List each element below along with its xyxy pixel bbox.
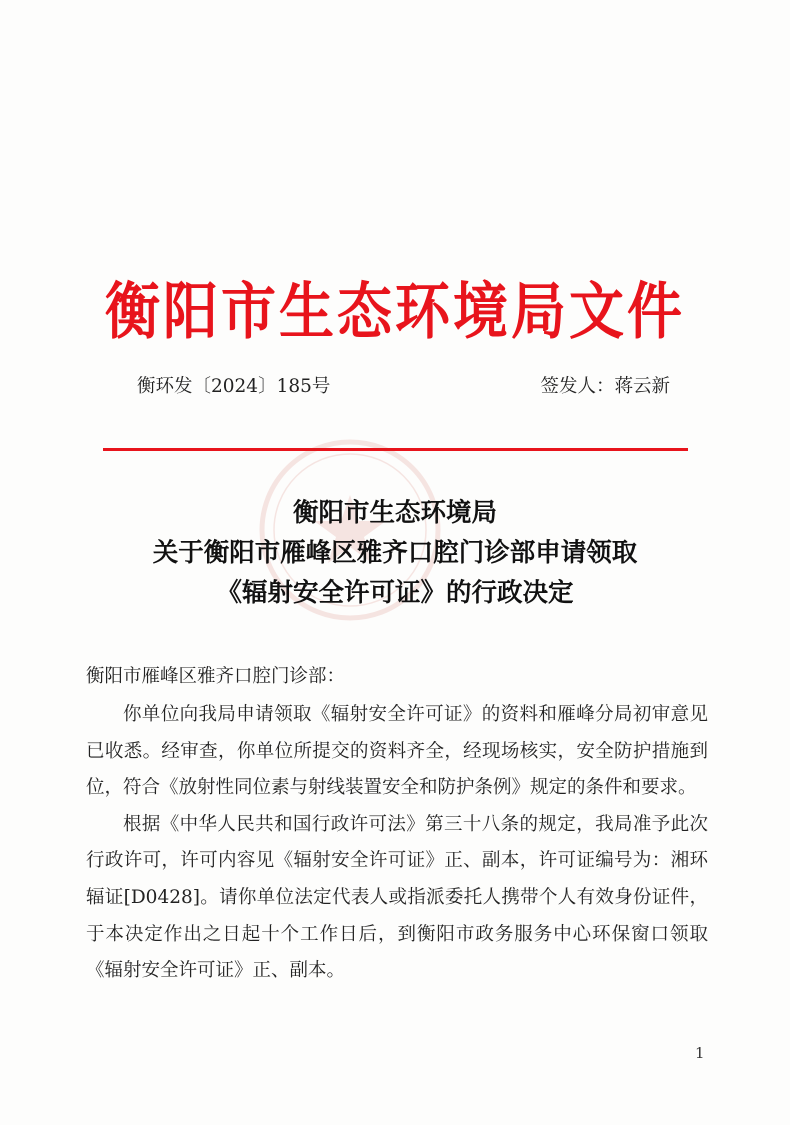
recipient: 衡阳市雁峰区雅齐口腔门诊部： — [86, 666, 346, 687]
body-text — [86, 697, 708, 990]
paragraph-1: 你单位向我局申请领取《辐射安全许可证》的资料和雁峰分局初审意见已收悉。经审查，你单位所提交的资料齐全，经现场核实，安全防护措施到位，符合《放射性同位素与射线装置安全和防护条例》规定的条件和要求。 — [86, 704, 708, 799]
paragraph-2: 根据《中华人民共和国行政许可法》第三十八条的规定，我局准予此次行政许可，许可内容见《辐射安全许可证》正、副本，许可证编号为：湘环辐证[D0428]。请你单位法定代表人或指派委托人携带个人有效身份证件，于本决定作出之日起十个工作日后，到衡阳市政务服务中心环保窗口领取《辐射安全许可证》正、副本。 — [86, 813, 708, 982]
document-number: 衡环发〔2024〕185号 — [137, 376, 331, 397]
subject-line-1: 衡阳市生态环境局 — [292, 498, 497, 528]
page-number: 1 — [695, 1044, 705, 1062]
subject-line-2: 关于衡阳市雁峰区雅齐口腔门诊部申请领取 — [152, 538, 638, 568]
signer: 签发人：蒋云新 — [540, 376, 670, 397]
document-header-title: 衡阳市生态环境局文件 — [104, 274, 685, 348]
subject-line-3: 《辐射安全许可证》的行政决定 — [216, 578, 574, 608]
document-subject — [0, 493, 790, 613]
